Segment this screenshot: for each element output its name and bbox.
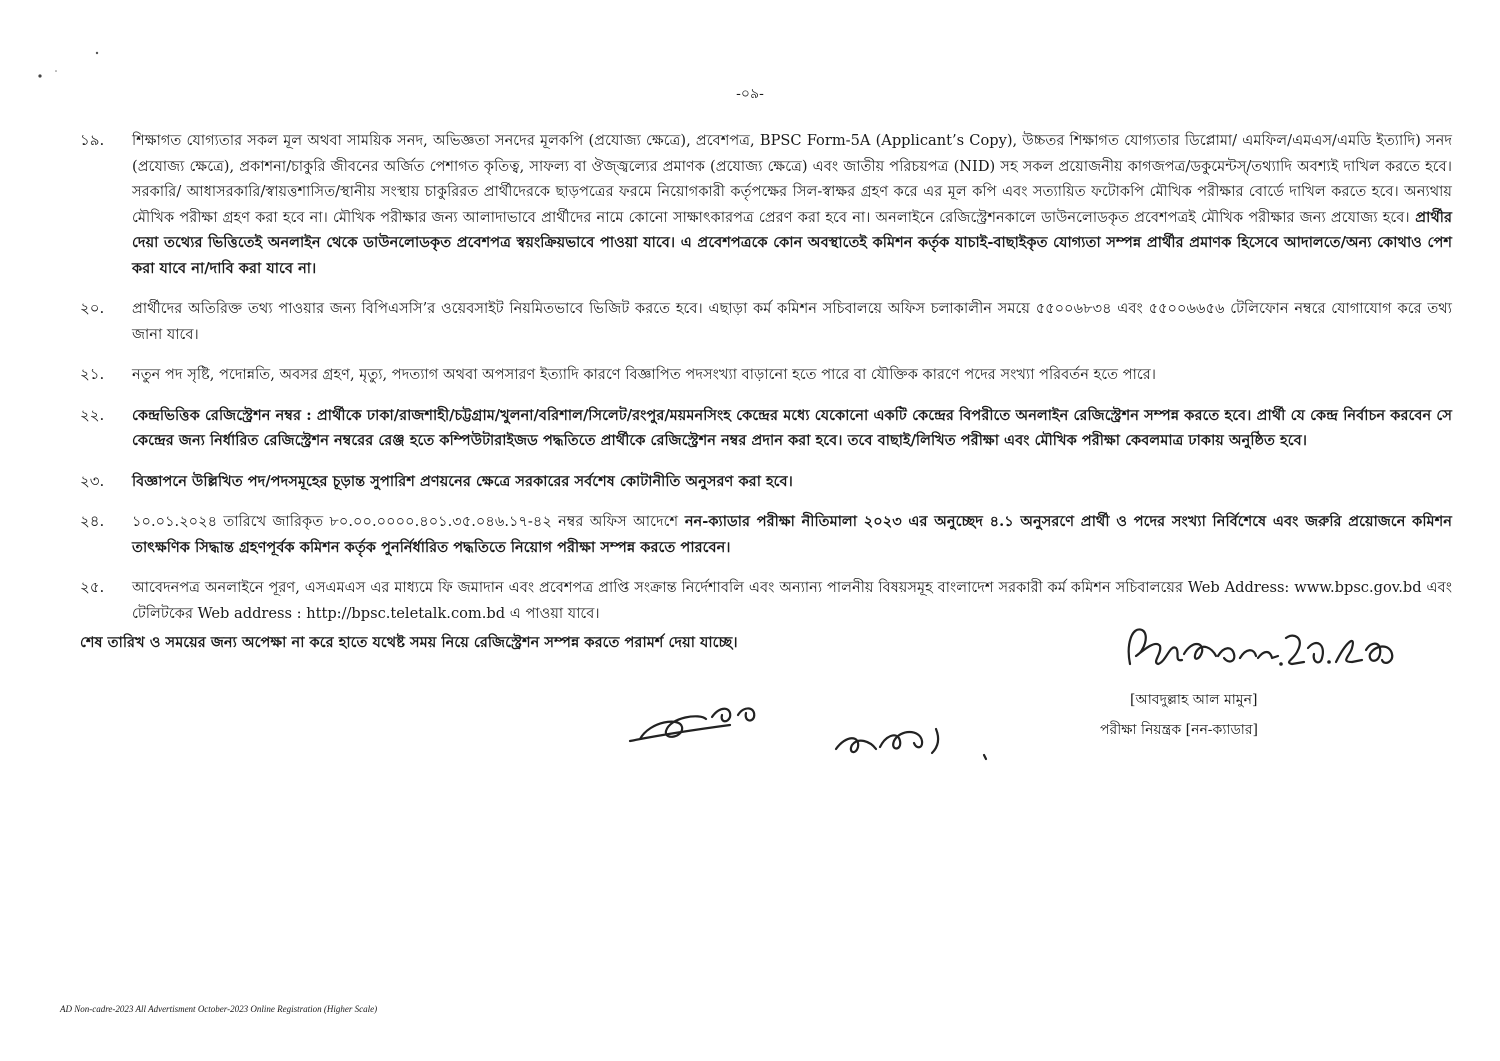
item-number: ২০. (80, 299, 105, 317)
item-bold-text: কেন্দ্রভিত্তিক রেজিস্ট্রেশন নম্বর : প্রার্থীকে ঢাকা/রাজশাহী/চট্টগ্রাম/খুলনা/বরিশাল/সিলেট/রংপুর/ময়মনসিংহ কেন্দ্রের মধ্যে যেকোনো একটি কেন্দ্রের বিপরীতে অনলাইন রেজিস্ট্রেশন সম্পন্ন করতে হবে। প্রার্থী যে কেন্দ্র নির্বাচন করবেন সে কেন্দ্রের জন্য নির্ধারিত রেজিস্ট্রেশন নম্বরের রেঞ্জ হতে কম্পিউটারাইজড পদ্ধতিতে প্রার্থীকে রেজিস্ট্রেশন নম্বর প্রদান করা হবে। তবে বাছাই/লিখিত পরীক্ষা এবং মৌখিক পরীক্ষা কেবলমাত্র ঢাকায় অনুষ্ঠিত হবে। (132, 406, 1452, 449)
item-text (132, 296, 1452, 347)
list-item (80, 469, 1452, 495)
item-number: ২১. (80, 365, 105, 383)
signature-block (1100, 604, 1440, 738)
signatory-title: পরীক্ষা নিয়ন্ত্রক [নন-ক্যাডার] (1100, 722, 1258, 738)
item-plain-text: প্রার্থীদের অতিরিক্ত তথ্য পাওয়ার জন্য বিপিএসসি’র ওয়েবসাইট নিয়মিতভাবে ভিজিট করতে হবে। এছাড়া কর্ম কমিশন সচিবালয়ে অফিস চলাকালীন সময়ে ৫৫০০৬৮৩৪ এবং ৫৫০০৬৬৫৬ টেলিফোন নম্বরে যোগাযোগ করে তথ্য জানা যাবে। (132, 300, 1452, 343)
handwritten-initials (620, 695, 1010, 765)
footer-file-reference: AD Non-cadre-2023 All Advertisment October-2023 Online Registration (Higher Scale) (60, 1004, 378, 1014)
handwritten-signature (1100, 604, 1440, 686)
signatory-name: [আবদুল্লাহ আল মামুন] (1130, 692, 1258, 708)
closing-advice: শেষ তারিখ ও সময়ের জন্য অপেক্ষা না করে হাতে যথেষ্ট সময় নিয়ে রেজিস্ট্রেশন সম্পন্ন করতে পরামর্শ দেয়া যাচ্ছে। (80, 634, 738, 651)
list-item (80, 296, 1452, 347)
item-text (132, 362, 1452, 388)
item-plain-text: ১০.০১.২০২৪ তারিখে জারিকৃত ৮০.০০.০০০০.৪০১.৩৫.০৪৬.১৭-৪২ নম্বর অফিস আদেশে (132, 513, 679, 530)
list-item (80, 362, 1452, 388)
item-text (132, 403, 1452, 454)
item-text (132, 128, 1452, 281)
item-plain-text: আবেদনপত্র অনলাইনে পূরণ, এসএমএস এর মাধ্যমে ফি জমাদান এবং প্রবেশপত্র প্রাপ্তি সংক্রান্ত নির্দেশাবলি এবং অন্যান্য পালনীয় বিষয়সমূহ বাংলাদেশ সরকারী কর্ম কমিশন সচিবালয়ের Web Address: www.bpsc.gov.bd এবং টেলিটকের Web address : http://bpsc.teletalk.com.bd এ পাওয়া যাবে। (132, 579, 1452, 622)
item-bold-text: প্রার্থীর দেয়া তথ্যের ভিত্তিতেই অনলাইন থেকে ডাউনলোডকৃত প্রবেশপত্র স্বয়ংক্রিয়ভাবে পাওয়া যাবে। এ প্রবেশপত্রকে কোন অবস্থাতেই কমিশন কর্তৃক যাচাই-বাছাইকৃত যোগ্যতা সম্পন্ন প্রার্থীর প্রমাণক হিসেবে আদালতে/অন্য কোথাও পেশ করা যাবে না/দাবি করা যাবে না। (132, 208, 1452, 277)
item-number: ২৫. (80, 578, 105, 596)
item-plain-text: নতুন পদ সৃষ্টি, পদোন্নতি, অবসর গ্রহণ, মৃত্যু, পদত্যাগ অথবা অপসারণ ইত্যাদি কারণে বিজ্ঞাপিত পদসংখ্যা বাড়ানো হতে পারে বা যৌক্তিক কারণে পদের সংখ্যা পরিবর্তন হতে পারে। (132, 366, 1156, 383)
item-number: ২৩. (80, 471, 105, 490)
item-plain-text: শিক্ষাগত যোগ্যতার সকল মূল অথবা সাময়িক সনদ, অভিজ্ঞতা সনদের মূলকপি (প্রযোজ্য ক্ষেত্রে), প্রবেশপত্র, BPSC Form-5A (Applicant’s Copy), উচ্চতর শিক্ষাগত যোগ্যতার ডিপ্লোমা/ এমফিল/এমএস/এমডি ইত্যাদি) সনদ (প্রযোজ্য ক্ষেত্রে), প্রকাশনা/চাকুরি জীবনের অর্জিত পেশাগত কৃতিত্ব, সাফল্য বা ঔজ্জ্বল্যের প্রমাণক (প্রযোজ্য ক্ষেত্রে) এবং জাতীয় পরিচয়পত্র (NID) সহ সকল প্রয়োজনীয় কাগজপত্র/ডকুমেন্টস্/তথ্যাদি অবশ্যই দাখিল করতে হবে। সরকারি/ আধাসরকারি/স্বায়ত্তশাসিত/স্থানীয় সংস্থায় চাকুরিরত প্রার্থীদেরকে ছাড়পত্রের ফরমে নিয়োগকারী কর্তৃপক্ষের সিল-স্বাক্ষর গ্রহণ করে এর মূল কপি এবং সত্যায়িত ফটোকপি মৌখিক পরীক্ষার বোর্ডে দাখিল করতে হবে। অন্যথায় মৌখিক পরীক্ষা গ্রহণ করা হবে না। মৌখিক পরীক্ষার জন্য আলাদাভাবে প্রার্থীদের নামে কোনো সাক্ষাৎকারপত্র প্রেরণ করা হবে না। অনলাইনে রেজিস্ট্রেশনকালে ডাউনলোডকৃত প্রবেশপত্রই মৌখিক পরীক্ষার জন্য প্রযোজ্য হবে। (132, 132, 1452, 226)
item-number: ২৪. (80, 512, 105, 530)
item-number: ২২. (80, 405, 105, 424)
item-text (132, 509, 1452, 560)
list-item (80, 403, 1452, 454)
list-item (80, 509, 1452, 560)
item-number: ১৯. (80, 131, 105, 149)
item-text (132, 469, 1452, 495)
list-item (80, 128, 1452, 281)
item-bold-text: বিজ্ঞাপনে উল্লিখিত পদ/পদসমূহের চূড়ান্ত সুপারিশ প্রণয়নের ক্ষেত্রে সরকারের সর্বশেষ কোটানীতি অনুসরণ করা হবে। (132, 472, 793, 490)
item-bold-text: নন-ক্যাডার পরীক্ষা নীতিমালা ২০২৩ এর অনুচ্ছেদ ৪.১ অনুসরণে প্রার্থী ও পদের সংখ্যা নির্বিশেষে এবং জরুরি প্রয়োজনে কমিশন তাৎক্ষণিক সিদ্ধান্ত গ্রহণপূর্বক কমিশন কর্তৃক পুনর্নির্ধারিত পদ্ধতিতে নিয়োগ পরীক্ষা সম্পন্ন করতে পারবেন। (132, 513, 1452, 556)
numbered-list (80, 128, 1452, 641)
page-number: -০৯- (736, 86, 764, 102)
